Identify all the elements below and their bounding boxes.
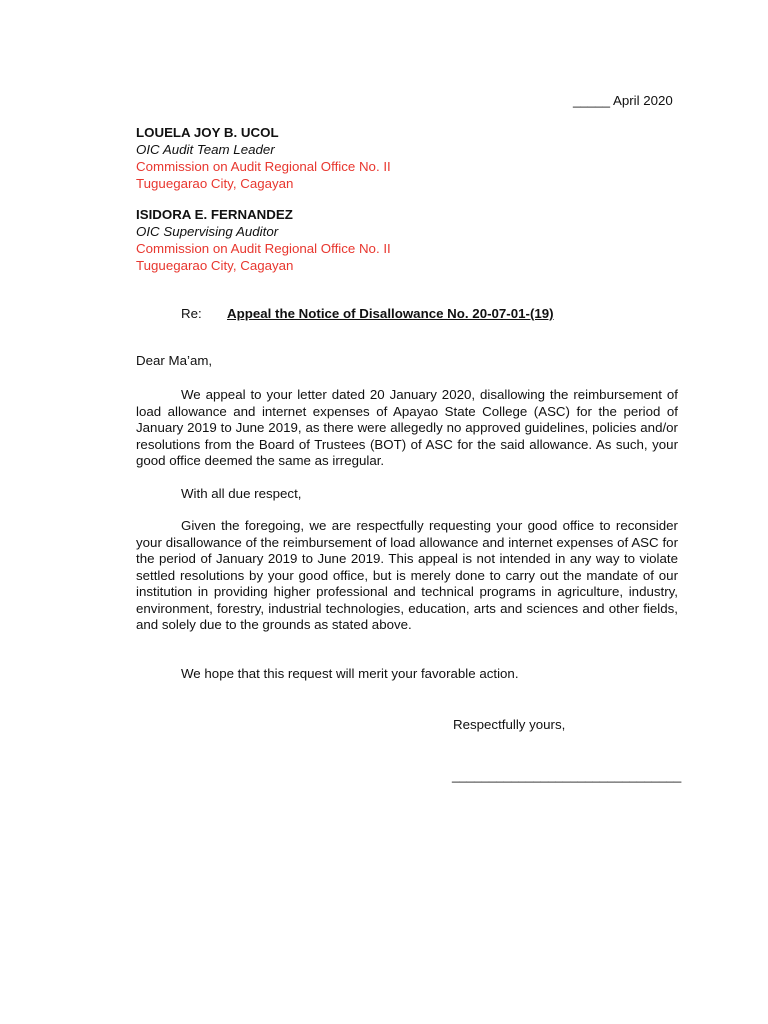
- recipient-1-office: Commission on Audit Regional Office No. II: [136, 159, 391, 174]
- recipient-2-title: OIC Supervising Auditor: [136, 224, 279, 239]
- date-text: April 2020: [612, 93, 673, 108]
- letter-date: [573, 93, 673, 110]
- re-label: Re:: [181, 306, 202, 321]
- body-paragraph-2: With all due respect,: [181, 486, 302, 501]
- recipient-1-address: Tuguegarao City, Cagayan: [136, 176, 294, 191]
- date-blank: _____: [573, 93, 610, 108]
- re-subject: Appeal the Notice of Disallowance No. 20-07-01-(19): [227, 306, 554, 321]
- recipient-2-office: Commission on Audit Regional Office No. II: [136, 241, 391, 256]
- recipient-2-name: ISIDORA E. FERNANDEZ: [136, 207, 293, 222]
- signature-line: _______________________________: [452, 768, 682, 783]
- salutation: Dear Ma’am,: [136, 353, 213, 368]
- closing: Respectfully yours,: [453, 717, 566, 732]
- recipient-2-address: Tuguegarao City, Cagayan: [136, 258, 294, 273]
- body-paragraph-1: We appeal to your letter dated 20 January 2020, disallowing the reimbursement of load allowance and internet expenses of Apayao State College (ASC) for the period of January 2019 to June 2019, as there were allegedly no approved guidelines, policies and/or resolutions from the Board of Trustees (BOT) of ASC for the said allowance. As such, your good office deemed the same as irregular.: [136, 387, 678, 468]
- body-paragraph-4: We hope that this request will merit your favorable action.: [181, 666, 519, 681]
- recipient-1-name: LOUELA JOY B. UCOL: [136, 125, 279, 140]
- recipient-1-title: OIC Audit Team Leader: [136, 142, 275, 157]
- body-paragraph-3: Given the foregoing, we are respectfully requesting your good office to reconsider your disallowance of the reimbursement of load allowance and internet expenses of ASC for the period of January 2019 to June 2019. This appeal is not intended in any way to violate settled resolutions by your good office, but is merely done to carry out the mandate of our institution in providing higher professional and technical programs in agriculture, industry, environment, forestry, industrial technologies, education, arts and sciences and other fields, and solely due to the grounds as stated above.: [136, 518, 678, 632]
